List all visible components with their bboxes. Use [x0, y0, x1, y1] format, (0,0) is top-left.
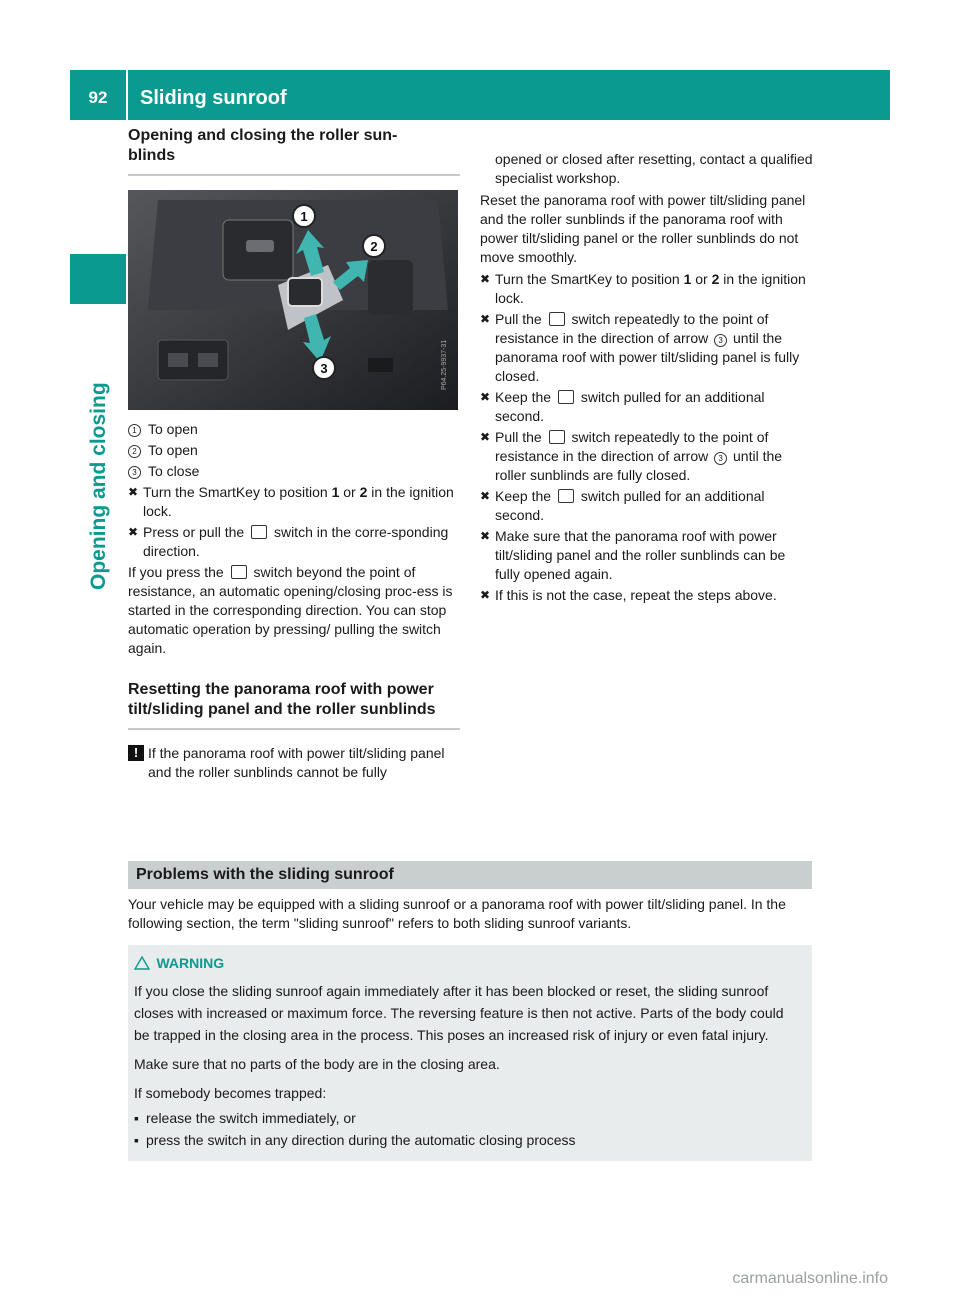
exclamation-icon: !: [128, 745, 144, 761]
watermark: carmanualsonline.info: [732, 1270, 888, 1287]
step-arrow-icon: ✖: [480, 272, 491, 286]
warning-box: [128, 945, 812, 1161]
warning-triangle-icon: [134, 956, 150, 970]
page-title: Sliding sunroof: [140, 87, 287, 109]
bullet-item: ▪ release the switch immediately, or: [134, 1110, 356, 1126]
step-arrow-icon: ✖: [480, 489, 491, 503]
section-heading-roller-sunblinds: Opening and closing the roller sun- blinds: [128, 126, 460, 176]
step-arrow-icon: ✖: [480, 529, 491, 543]
overhead-control-illustration: [128, 190, 458, 410]
section-heading-resetting: Resetting the panorama roof with power tilt/sliding panel and the roller sunblinds: [128, 680, 460, 730]
paragraph: If you press the switch beyond the point of resistance, an automatic opening/closing proc-ess is started in the corresponding direction. You can stop automatic operation by pressing/ pulling the switch again.: [128, 564, 453, 656]
legend-text: To open: [148, 442, 198, 458]
svg-text:3: 3: [320, 361, 328, 376]
photo-legend: [128, 420, 460, 481]
page-header: [70, 70, 890, 120]
step-arrow-icon: ✖: [128, 525, 139, 539]
instruction-step: ✖ Turn the SmartKey to position 1 or 2 in the ignition lock.: [480, 271, 806, 306]
step-arrow-icon: ✖: [128, 485, 139, 499]
legend-text: To close: [148, 463, 200, 479]
side-tab-label: Opening and closing: [87, 382, 110, 590]
legend-item: [128, 420, 460, 439]
side-tab-block: [70, 254, 126, 304]
step-arrow-icon: ✖: [480, 588, 491, 602]
switch-icon: [251, 525, 267, 539]
instruction-step: ✖ Keep the switch pulled for an additional second.: [480, 389, 765, 424]
switch-icon: [549, 430, 565, 444]
instruction-step: ✖ Turn the SmartKey to position 1 or 2 in the ignition lock.: [128, 484, 454, 519]
switch-icon: [558, 489, 574, 503]
legend-number: 2: [128, 445, 141, 458]
left-column: [128, 126, 460, 782]
svg-text:2: 2: [370, 239, 378, 254]
switch-icon: [549, 312, 565, 326]
instruction-step: ✖ Keep the switch pulled for an additional second.: [480, 488, 765, 523]
switch-icon: [558, 390, 574, 404]
photo-code: P64.25-9937-31: [441, 339, 448, 390]
warning-label: WARNING: [156, 955, 225, 971]
instruction-step: ✖ Pull the switch repeatedly to the point of resistance in the direction of arrow 3 until the panorama roof with power tilt/sliding panel is fully closed.: [480, 311, 800, 384]
svg-text:1: 1: [300, 209, 308, 224]
bullet-item: ▪ press the switch in any direction during the automatic closing process: [134, 1132, 576, 1148]
step-arrow-icon: ✖: [480, 390, 491, 404]
instruction-step: ✖ Press or pull the switch in the corre-sponding direction.: [128, 524, 449, 559]
legend-text: To open: [148, 421, 198, 437]
overhead-control-photo: [128, 190, 458, 410]
legend-item: [128, 441, 460, 460]
right-column: [480, 150, 814, 607]
legend-number: 3: [128, 466, 141, 479]
step-arrow-icon: ✖: [480, 312, 491, 326]
paragraph: Your vehicle may be equipped with a sliding sunroof or a panorama roof with power tilt/sliding panel. In the following section, the term "sliding sunroof" refers to both sliding sunroof variants.: [128, 896, 786, 931]
switch-icon: [231, 565, 247, 579]
instruction-step: ✖ Make sure that the panorama roof with power tilt/sliding panel and the roller sunblinds can be fully opened again.: [480, 528, 786, 582]
problems-section: [128, 861, 812, 1161]
note: [128, 744, 460, 782]
note-text: If the panorama roof with power tilt/sliding panel and the roller sunblinds cannot be fully: [148, 745, 445, 780]
warning-text: If you close the sliding sunroof again immediately after it has been blocked or reset, the sliding sunroof closes with increased or maximum force. The reversing feature is then not active. Parts of the body could be trapped in the closing area in the process. This poses an increased risk of injury or even fatal injury.: [134, 983, 784, 1043]
instruction-step: ✖ Pull the switch repeatedly to the point of resistance in the direction of arrow 3 until the roller sunblinds are fully closed.: [480, 429, 783, 483]
page-number: 92: [70, 70, 128, 120]
warning-text: If somebody becomes trapped:: [134, 1085, 327, 1101]
section-heading-problems: Problems with the sliding sunroof: [128, 861, 812, 889]
legend-item: [128, 462, 460, 481]
instruction-step: ✖ If this is not the case, repeat the steps above.: [480, 587, 777, 603]
legend-number: 1: [128, 424, 141, 437]
paragraph: opened or closed after resetting, contact a qualified specialist workshop.: [495, 151, 813, 186]
warning-text: Make sure that no parts of the body are in the closing area.: [134, 1056, 500, 1072]
step-arrow-icon: ✖: [480, 430, 491, 444]
paragraph: Reset the panorama roof with power tilt/sliding panel and the roller sunblinds if the panorama roof with power tilt/sliding panel or the roller sunblinds do not move smoothly.: [480, 192, 806, 265]
